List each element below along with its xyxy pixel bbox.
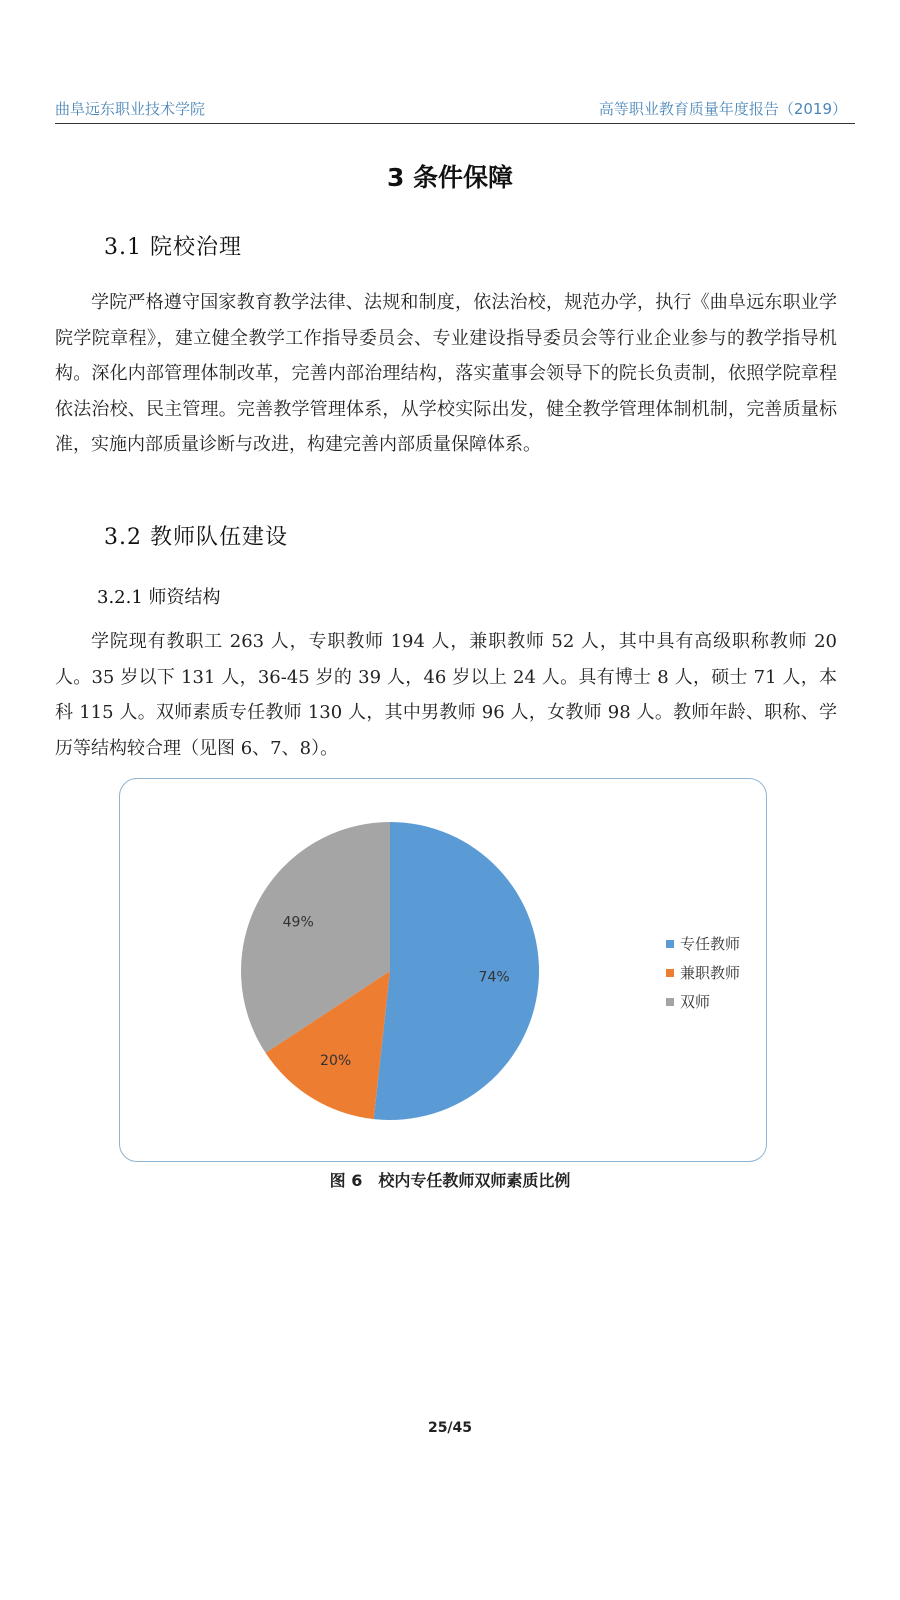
header-report-title: 高等职业教育质量年度报告（2019） (598, 100, 847, 118)
chart-legend (666, 929, 740, 1016)
legend-label: 双师 (680, 993, 711, 1011)
legend-swatch (666, 969, 674, 977)
paragraph-faculty-structure: 学院现有教职工 263 人，专职教师 194 人，兼职教师 52 人，其中具有高级职称教师 20 人。35 岁以下 131 人，36-45 岁的 39 人，46 岁以上 24 人。具有博士 8 人，硕士 71 人，本科 115 人。双师素质专任教师 130 人，其中男教师 96 人，女教师 98 人。教师年龄、职称、学历等结构较合理（见图 6、7、8）。 (55, 631, 837, 759)
legend-item-1 (666, 929, 740, 958)
figure-caption: 图 6 校内专任教师双师素质比例 (329, 1171, 571, 1190)
subsection-title-3-2-1: 3.2.1 师资结构 (97, 587, 221, 608)
legend-item-2 (666, 958, 740, 987)
header-institution: 曲阜远东职业技术学院 (55, 100, 206, 118)
legend-swatch (666, 940, 674, 948)
pie-data-label-2: 20% (320, 1053, 352, 1069)
page-number: 25/45 (427, 1420, 473, 1436)
pie-data-label-3: 49% (282, 914, 314, 931)
legend-item-3 (666, 987, 740, 1016)
section-title-3-1: 3.1 院校治理 (104, 235, 242, 260)
legend-label: 专任教师 (680, 935, 741, 953)
pie-slice-1 (374, 822, 539, 1120)
pie-data-label-1: 74% (478, 969, 510, 986)
pie-chart-frame (119, 778, 767, 1162)
legend-swatch (666, 998, 674, 1006)
legend-label: 兼职教师 (680, 964, 741, 982)
section-title-3-2: 3.2 教师队伍建设 (104, 525, 288, 550)
paragraph-governance: 学院严格遵守国家教育教学法律、法规和制度，依法治校，规范办学，执行《曲阜远东职业学院学院章程》，建立健全教学工作指导委员会、专业建设指导委员会等行业企业参与的教学指导机构。深化内部管理体制改革，完善内部治理结构，落实董事会领导下的院长负责制，依照学院章程依法治校、民主管理。完善教学管理体系，从学校实际出发，健全教学管理体制机制，完善质量标准，实施内部质量诊断与改进，构建完善内部质量保障体系。 (55, 292, 837, 455)
page-header (55, 96, 855, 124)
chapter-title: 3 条件保障 (386, 163, 514, 192)
